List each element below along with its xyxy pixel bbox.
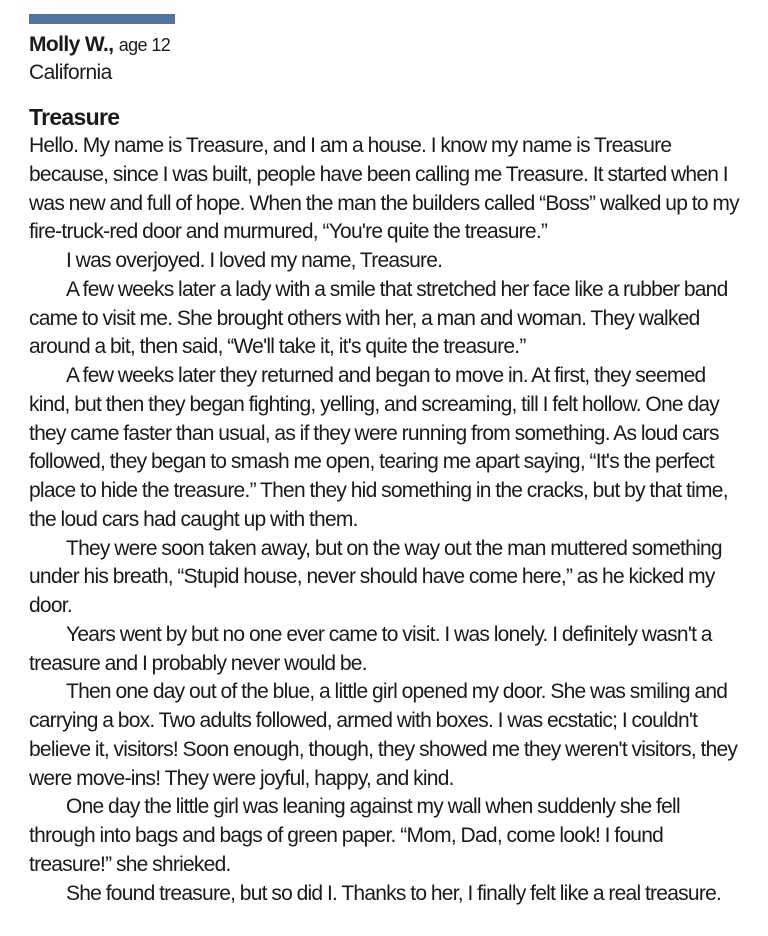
story-paragraph: She found treasure, but so did I. Thanks to her, I finally felt like a real treasure.	[66, 881, 722, 905]
byline	[29, 31, 747, 59]
story-paragraph: They were soon taken away, but on the way out the man muttered something under his breath, “Stupid house, never should have come here,” as he kicked my door.	[29, 536, 722, 617]
story-paragraph: One day the little girl was leaning against my wall when suddenly she fell through into bags and bags of green paper. “Mom, Dad, come look! I found treasure!” she shrieked.	[29, 795, 680, 876]
story-paragraph: Years went by but no one ever came to visit. I was lonely. I definitely wasn't a treasure and I probably never would be.	[29, 622, 712, 675]
author-name: Molly W.,	[29, 33, 114, 56]
accent-bar	[29, 14, 175, 24]
story-paragraph: Then one day out of the blue, a little girl opened my door. She was smiling and carrying a box. Two adults followed, armed with boxes. I was ecstatic; I couldn't believe it, visitors! Soon enough, though, they showed me they weren't visitors, they were move-ins! They were joyful, happy, and kind.	[29, 680, 738, 790]
story-title: Treasure	[29, 104, 120, 130]
story-paragraph: I was overjoyed. I loved my name, Treasure.	[66, 249, 443, 272]
story-body	[29, 132, 747, 908]
article	[29, 14, 747, 908]
story-paragraph: Hello. My name is Treasure, and I am a house. I know my name is Treasure because, since I was built, people have been calling me Treasure. It started when I was new and full of hope. When the man the builders called “Boss” walked up to my fire-truck-red door and murmured, “You're quite the treasure.”	[29, 134, 739, 244]
author-age: age 12	[118, 35, 171, 55]
author-location: California	[29, 61, 112, 84]
story-paragraph: A few weeks later they returned and began to move in. At first, they seemed kind, but then they began fighting, yelling, and screaming, till I felt hollow. One day they came faster than usual, as if they were running from something. As loud cars followed, they began to smash me open, tearing me apart saying, “It's the perfect place to hide the treasure.” Then they hid something in the cracks, but by that time, the loud cars had caught up with them.	[29, 364, 728, 531]
story-paragraph: A few weeks later a lady with a smile that stretched her face like a rubber band came to visit me. She brought others with her, a man and woman. They walked around a bit, then said, “We'll take it, it's quite the treasure.”	[29, 277, 728, 359]
